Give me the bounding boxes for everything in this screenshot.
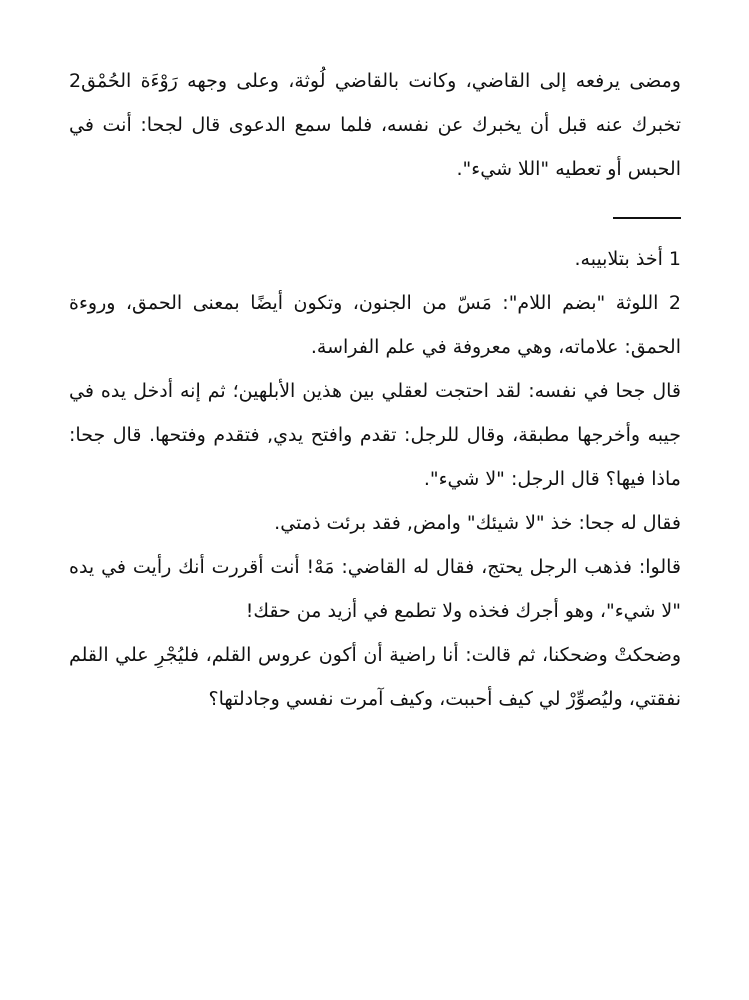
body-paragraph: وضحكتْ وضحكنا، ثم قالت: أنا راضية أن أكون عروس القلم، فليُجْرِ علي القلم نفقتي، وليُصوِّرْ لي كيف أحببت، وكيف آمرت نفسي وجادلتها؟ [69, 644, 681, 710]
document-page [69, 59, 681, 721]
body-paragraph: قالوا: فذهب الرجل يحتج، فقال له القاضي: مَهْ! أنت أقررت أنك رأيت في يده "لا شيء"، وهو أجرك فخذه ولا تطمع في أزيد من حقك! [69, 556, 681, 622]
footnote-1: 1 أخذ بتلابيبه. [574, 248, 681, 270]
body-paragraph: قال جحا في نفسه: لقد احتجت لعقلي بين هذين الأبلهين؛ ثم إنه أدخل يده في جيبه وأخرجها مطبقة، وقال للرجل: تقدم وافتح يدي, فتقدم وفتحها. قال جحا: ماذا فيها؟ قال الرجل: "لا شيء". [69, 380, 681, 490]
body-paragraph: فقال له جحا: خذ "لا شيئك" وامض, فقد برئت ذمتي. [274, 512, 681, 534]
body-paragraph: ومضى يرفعه إلى القاضي، وكانت بالقاضي لُوثة، وعلى وجهه رَوْءَة الحُمْق2 تخبرك عنه قبل أن يخبرك عن نفسه، فلما سمع الدعوى قال لجحا: أنت في الحبس أو تعطيه "اللا شيء". [69, 70, 681, 180]
footnote-separator [69, 191, 681, 237]
footnote-2: 2 اللوثة "بضم اللام": مَسّ من الجنون، وتكون أيضًا بمعنى الحمق، وروءة الحمق: علاماته، وهي معروفة في علم الفراسة. [69, 292, 681, 358]
